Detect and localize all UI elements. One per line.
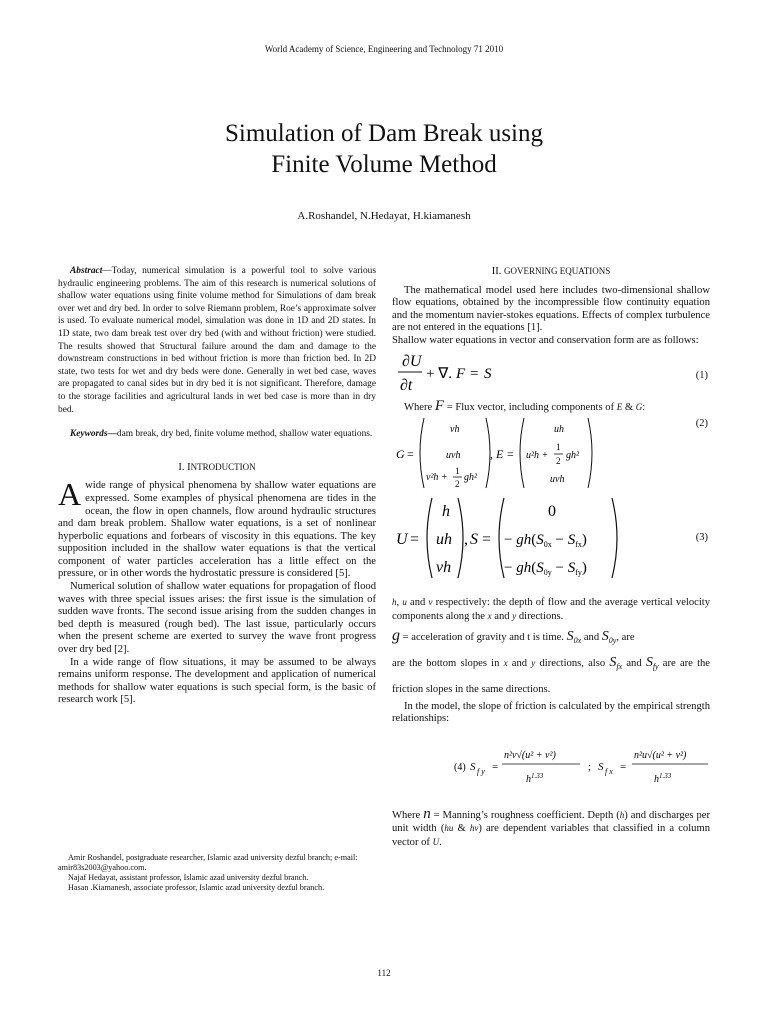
keywords [58, 428, 376, 441]
svg-text:=: = [507, 447, 514, 462]
paper-title [0, 118, 768, 180]
svg-text:v²h +: v²h + [426, 472, 448, 484]
svg-text:1: 1 [455, 466, 460, 477]
equation-4 [392, 730, 710, 794]
svg-text:F: F [456, 365, 466, 382]
svg-text:0: 0 [548, 503, 556, 521]
intro-paragraph-1: Awide range of physical phenomena by shallow water equations are expressed. Some examples of physical phenomena are tides in the ocean, the flow in open channels, flow around hydraulic structures and dam break problem. Shallow water equations, is a set of nonlinear hyperbolic equations and forbears of viscosity in this equations. The key supposition included in the shallow water equations is that the vertical component of water particles acceleration has a little effect on the pressure, or in other words the hydrostatic pressure is considered [5]. [58, 476, 376, 580]
svg-text:,: , [464, 531, 468, 549]
svg-text:=: = [492, 760, 499, 773]
svg-text:uvh: uvh [550, 474, 565, 486]
equation-4-math [392, 730, 710, 794]
equation-2 [392, 414, 710, 492]
svg-text:G: G [396, 447, 405, 462]
abstract [58, 265, 376, 416]
left-column [58, 265, 376, 707]
svg-text:− gh(S0y − Sfy): − $gh(S_{0y} - S_{fy})$ [504, 560, 587, 578]
svg-text:∂U: ∂U [402, 352, 422, 370]
svg-text:h: h [442, 503, 450, 521]
footnote-1: Amir Roshandel, postgraduate researcher, Islamic azad university dezful branch; e-mail: amir83s2003@yahoo.com. [58, 853, 358, 872]
svg-text:uh: uh [554, 424, 564, 436]
where-manning: Where n = Manning’s roughness coefficient. Depth (h) and discharges per unit width (hu & hv) are dependent variables that classified in a column vector of U. [392, 805, 710, 848]
abstract-label: Abstract [70, 266, 103, 276]
keywords-label: Keywords— [70, 429, 117, 440]
svg-text:=: = [620, 760, 627, 773]
abstract-dash: — [102, 266, 112, 276]
page-number: 112 [377, 968, 391, 978]
svg-text:u²h +: u²h + [526, 450, 549, 462]
svg-text:gh²: gh² [566, 450, 579, 462]
footnote-3: Hasan .Kiamanesh, associate professor, Islamic azad university dezful branch. [68, 883, 325, 892]
svg-text:vh: vh [436, 559, 452, 577]
where-flux: Where F = Flux vector, including components of E & G: [404, 397, 646, 414]
section-heading-governing: II. GOVERNING EQUATIONS [491, 266, 611, 277]
svg-text:S: S [470, 531, 478, 549]
equation-1-number: (1) [695, 369, 708, 381]
gravity-description: g = acceleration of gravity and t is time. $S_{0x}$ and $S_{0y}$, are [392, 627, 635, 646]
svg-text:2: 2 [455, 479, 460, 490]
equation-3-number: (3) [695, 532, 708, 544]
governing-paragraph-3: In the model, the slope of friction is calculated by the empirical strength relationships: [392, 700, 710, 725]
svg-text:=: = [482, 531, 492, 549]
equation-3-math [392, 494, 682, 582]
equation-1-math [392, 348, 592, 396]
svg-text:h1.33: $h^{1.33}$ [526, 771, 544, 785]
running-header: World Academy of Science, Engineering and Technology 71 2010 [264, 44, 504, 54]
equation-2-number: (2) [695, 418, 708, 430]
svg-text:2: 2 [556, 456, 561, 467]
svg-text:∂t: ∂t [400, 376, 413, 394]
section-heading-introduction: I. INTRODUCTION [178, 461, 256, 473]
svg-text:,: , [490, 447, 493, 462]
svg-text:;: ; [588, 760, 592, 773]
title-line-2: Finite Volume Method [271, 151, 497, 178]
svg-text:=: = [470, 365, 479, 382]
svg-text:n²v√(u² + v²): n²v√(u² + v²) [504, 749, 556, 761]
svg-text:h1.33: $h^{1.33}$ [654, 771, 672, 785]
svg-text:U: U [396, 531, 408, 549]
svg-text:1: 1 [556, 442, 561, 453]
title-line-1: Simulation of Dam Break using [224, 120, 544, 147]
svg-text:S: S [598, 760, 604, 773]
svg-text:S: S [484, 365, 492, 382]
drop-cap: A [58, 476, 82, 513]
intro-paragraph-3: In a wide range of flow situations, it may be assumed to be always remains uniform response. The development and application of numerical methods for shallow water equations is such special form, is the basic of research work [5]. [58, 656, 376, 706]
svg-text:E: E [496, 447, 504, 462]
svg-text:vh: vh [450, 424, 460, 436]
svg-text:=: = [410, 531, 420, 549]
governing-paragraph-1: The mathematical model used here includes two-dimensional shallow flow equations, obtained by the incompressible flow continuity equation and the momentum navier-stokes equations. Effects of complex turbulence are not entered in the equations [1]. [392, 284, 710, 334]
footnote-2: Najaf Hedayat, assistant professor, Islamic azad university dezful branch. [68, 873, 309, 882]
svg-text:gh²: gh² [464, 472, 477, 484]
slopes-description: are the bottom slopes in x and y directions, also $S_{fx}$ and $S_{fy}$ are are the friction slopes in the same directions. [392, 655, 711, 695]
svg-text:f x: f x [605, 766, 613, 776]
abstract-text: Today, numerical simulation is a powerful tool to solve various hydraulic engineering problems. The aim of this research is numerical solutions of shallow water equations using finite volume method for Simulations of dam break over wet and dry bed. In order to solve Riemann problem, Roe’s approximate solver is used. To evaluate numerical model, simulation was done in 1D and 2D states. In 1D state, two dam break test over dry bed (with and without friction) were studied. The results showed that Structural failure around the dam and damage to the downstream constructions in bed without friction is more than friction bed. In 2D state, two tests for wet and dry beds were done. Generally in wet bed case, waves are propagated to canal sides but in dry bed it is not significant. Therefore, damage to the storage facilities and agricultural lands in wet bed case is more than in dry bed. [58, 266, 376, 415]
intro-paragraph-2: Numerical solution of shallow water equations for propagation of flood waves with three special issues arises: the first issue is the simulation of sudden wave fronts. The second issue arising from the sudden changes in bed depth is measured (rough bed). The last issue, particularly occurs when the present scheme are exerted to survey the wave front progress over dry bed [2]. [58, 581, 376, 656]
svg-text:=: = [407, 447, 414, 462]
svg-text:uh: uh [436, 531, 452, 549]
svg-text:f y: f y [477, 766, 485, 776]
keywords-text: dam break, dry bed, finite volume method, shallow water equations. [116, 429, 373, 440]
governing-paragraph-2: Shallow water equations in vector and conservation form are as follows: [392, 334, 699, 346]
equation-2-math [392, 414, 682, 492]
svg-text:− gh(S0x − Sfx): − $gh(S_{0x} - S_{fx})$ [504, 532, 587, 550]
variables-description: h, u and v respectively: the depth of flow and the average vertical velocity components along the x and y directions. [392, 597, 711, 622]
svg-text:uvh: uvh [446, 450, 461, 462]
svg-text:+ ∇.: + ∇. [426, 365, 452, 382]
equation-1 [392, 348, 710, 396]
svg-text:n²u√(u² + v²): n²u√(u² + v²) [634, 749, 687, 761]
authors: A.Roshandel, N.Hedayat, H.kiamanesh [297, 210, 471, 222]
footnotes [58, 853, 376, 893]
svg-text:S: S [470, 760, 476, 773]
equation-3 [392, 494, 710, 582]
right-column [392, 265, 710, 850]
equation-4-label: (4) [454, 761, 466, 773]
